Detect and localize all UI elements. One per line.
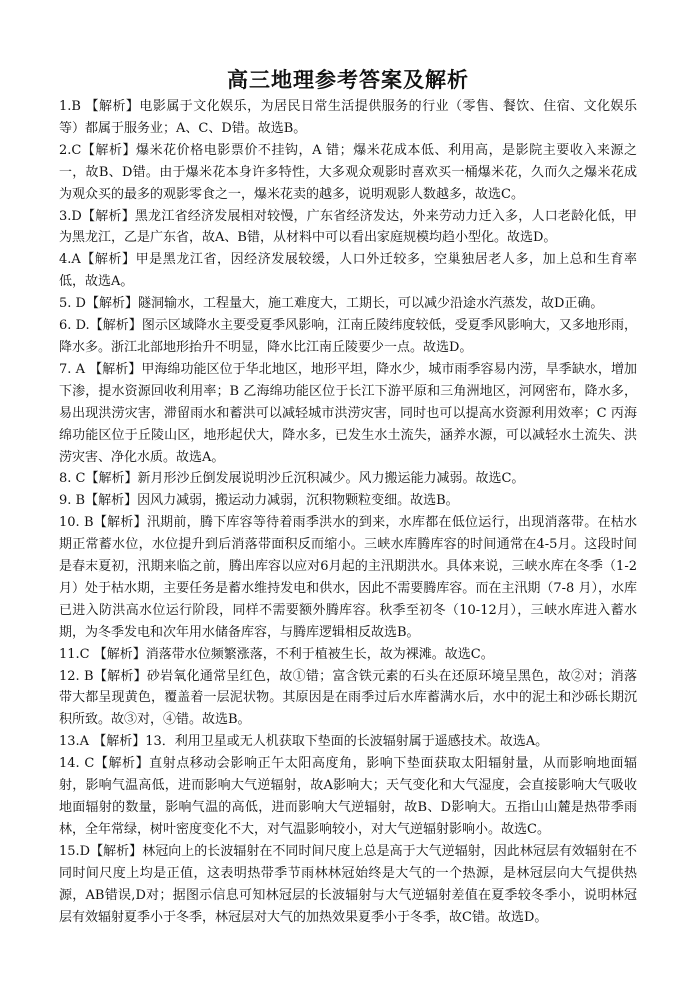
page-title: 高三地理参考答案及解析 (227, 68, 469, 92)
answer-item-7: 7. A 【解析】甲海绵功能区位于华北地区，地形平坦，降水少，城市雨季容易内涝，旱季缺水，增加下渗，提水资源回收利用率；B 乙海绵功能区位于长江下游平原和三角洲地区，河网密布，降水多，易出现洪涝灾害，滞留雨水和蓄洪可以减轻城市洪涝灾害，同时也可以提高水资源利用效率；C 丙海绵功能区位于丘陵山区，地形起伏大，降水多，已发生水土流失，涵养水源，可以减轻水土流失、洪涝灾害、净化水质。故选A。 (59, 361, 637, 465)
answer-item-4: 4.A【解析】甲是黑龙江省，因经济发展较缓，人口外迁较多，空巢独居老人多，加上总和生育率低，故选A。 (59, 252, 637, 290)
answer-item-12: 12. B【解析】砂岩氧化通常呈红色，故①错；富含铁元素的石头在还原环境呈黑色，故②对；消落带大都呈现黄色，覆盖着一层泥状物。其原因是在雨季过后水库蓄满水后，水中的泥土和沙砾长期沉积所致。故③对，④错。故选B。 (59, 668, 637, 728)
answer-list (59, 96, 637, 928)
answer-item-13: 13.A 【解析】13．利用卫星或无人机获取下垫面的长波辐射属于遥感技术。故选A。 (59, 734, 549, 750)
answer-item-10: 10. B【解析】汛期前，腾下库容等待着雨季洪水的到来，水库都在低位运行，出现消落带。在枯水期正常蓄水位，水位提升到后消落带面积反而缩小。三峡水库腾库容的时间通常在4-5月。这段时间是春末夏初，汛期来临之前，腾出库容以应对6月起的主汛期洪水。具体来说，三峡水库在冬季（1-2月）处于枯水期，主要任务是蓄水维持发电和供水，因此不需要腾库容。而在主汛期（7-8 月），水库已进入防洪高水位运行阶段，同样不需要额外腾库容。秋季至初冬（10-12月），三峡水库进入蓄水期，为冬季发电和次年用水储备库容，与腾库逻辑相反故选B。 (59, 515, 637, 640)
answer-item-6: 6. D.【解析】图示区域降水主要受夏季风影响，江南丘陵纬度较低，受夏季风影响大，又多地形雨，降水多。浙江北部地形抬升不明显，降水比江南丘陵要少一点。故选D。 (59, 318, 637, 355)
answer-item-2: 2.C【解析】爆米花价格电影票价不挂钩，A 错；爆米花成本低、利用高，是影院主要收入来源之一，故B、D错。由于爆米花本身许多特性，大多观众观影时喜欢买一桶爆米花，久而久之爆米花成为观众买的最多的观影零食之一，爆米花卖的越多，说明观影人数越多，故选C。 (59, 142, 637, 202)
answer-item-9: 9. B【解析】因风力减弱，搬运动力减弱，沉积物颗粒变细。故选B。 (59, 493, 459, 509)
answer-item-8: 8. C【解析】新月形沙丘倒发展说明沙丘沉积减少。风力搬运能力减弱。故选C。 (59, 471, 525, 487)
answer-item-15: 15.D【解析】林冠向上的长波辐射在不同时间尺度上总是高于大气逆辐射，因此林冠层有效辐射在不同时间尺度上均是正值，这表明热带季节雨林林冠始终是大气的一个热源，是林冠层向大气提供热源，AB错误,D对；据图示信息可知林冠层的长波辐射与大气逆辐射差值在夏季较冬季小，说明林冠层有效辐射夏季小于冬季，林冠层对大气的加热效果夏季小于冬季，故C错。故选D。 (59, 843, 637, 925)
answer-item-11: 11.C 【解析】消落带水位频繁涨落，不利于植被生长，故为裸滩。故选C。 (59, 646, 494, 662)
answer-item-1: 1.B 【解析】电影属于文化娱乐，为居民日常生活提供服务的行业（零售、餐饮、住宿、文化娱乐等）都属于服务业；A、C、D错。故选B。 (59, 99, 637, 136)
answer-item-5: 5. D【解析】隧洞输水，工程量大，施工难度大，工期长，可以减少沿途水汽蒸发，故D正确。 (59, 296, 604, 312)
answer-item-14: 14. C【解析】直射点移动会影响正午太阳高度角，影响下垫面获取太阳辐射量，从而影响地面辐射，影响气温高低，进而影响大气逆辐射，故A影响大；天气变化和大气湿度，会直接影响大气吸收地面辐射的数量，影响气温的高低，进而影响大气逆辐射，故B、D影响大。五指山山麓是热带季雨林，全年常绿，树叶密度变化不大，对气温影响较小，对大气逆辐射影响小。故选C。 (59, 756, 637, 837)
answer-item-3: 3.D【解析】黑龙江省经济发展相对较慢，广东省经济发达，外来劳动力迁入多，人口老龄化低，甲为黑龙江，乙是广东省，故A、B错，从材料中可以看出家庭规模均趋小型化。故选D。 (59, 208, 637, 246)
